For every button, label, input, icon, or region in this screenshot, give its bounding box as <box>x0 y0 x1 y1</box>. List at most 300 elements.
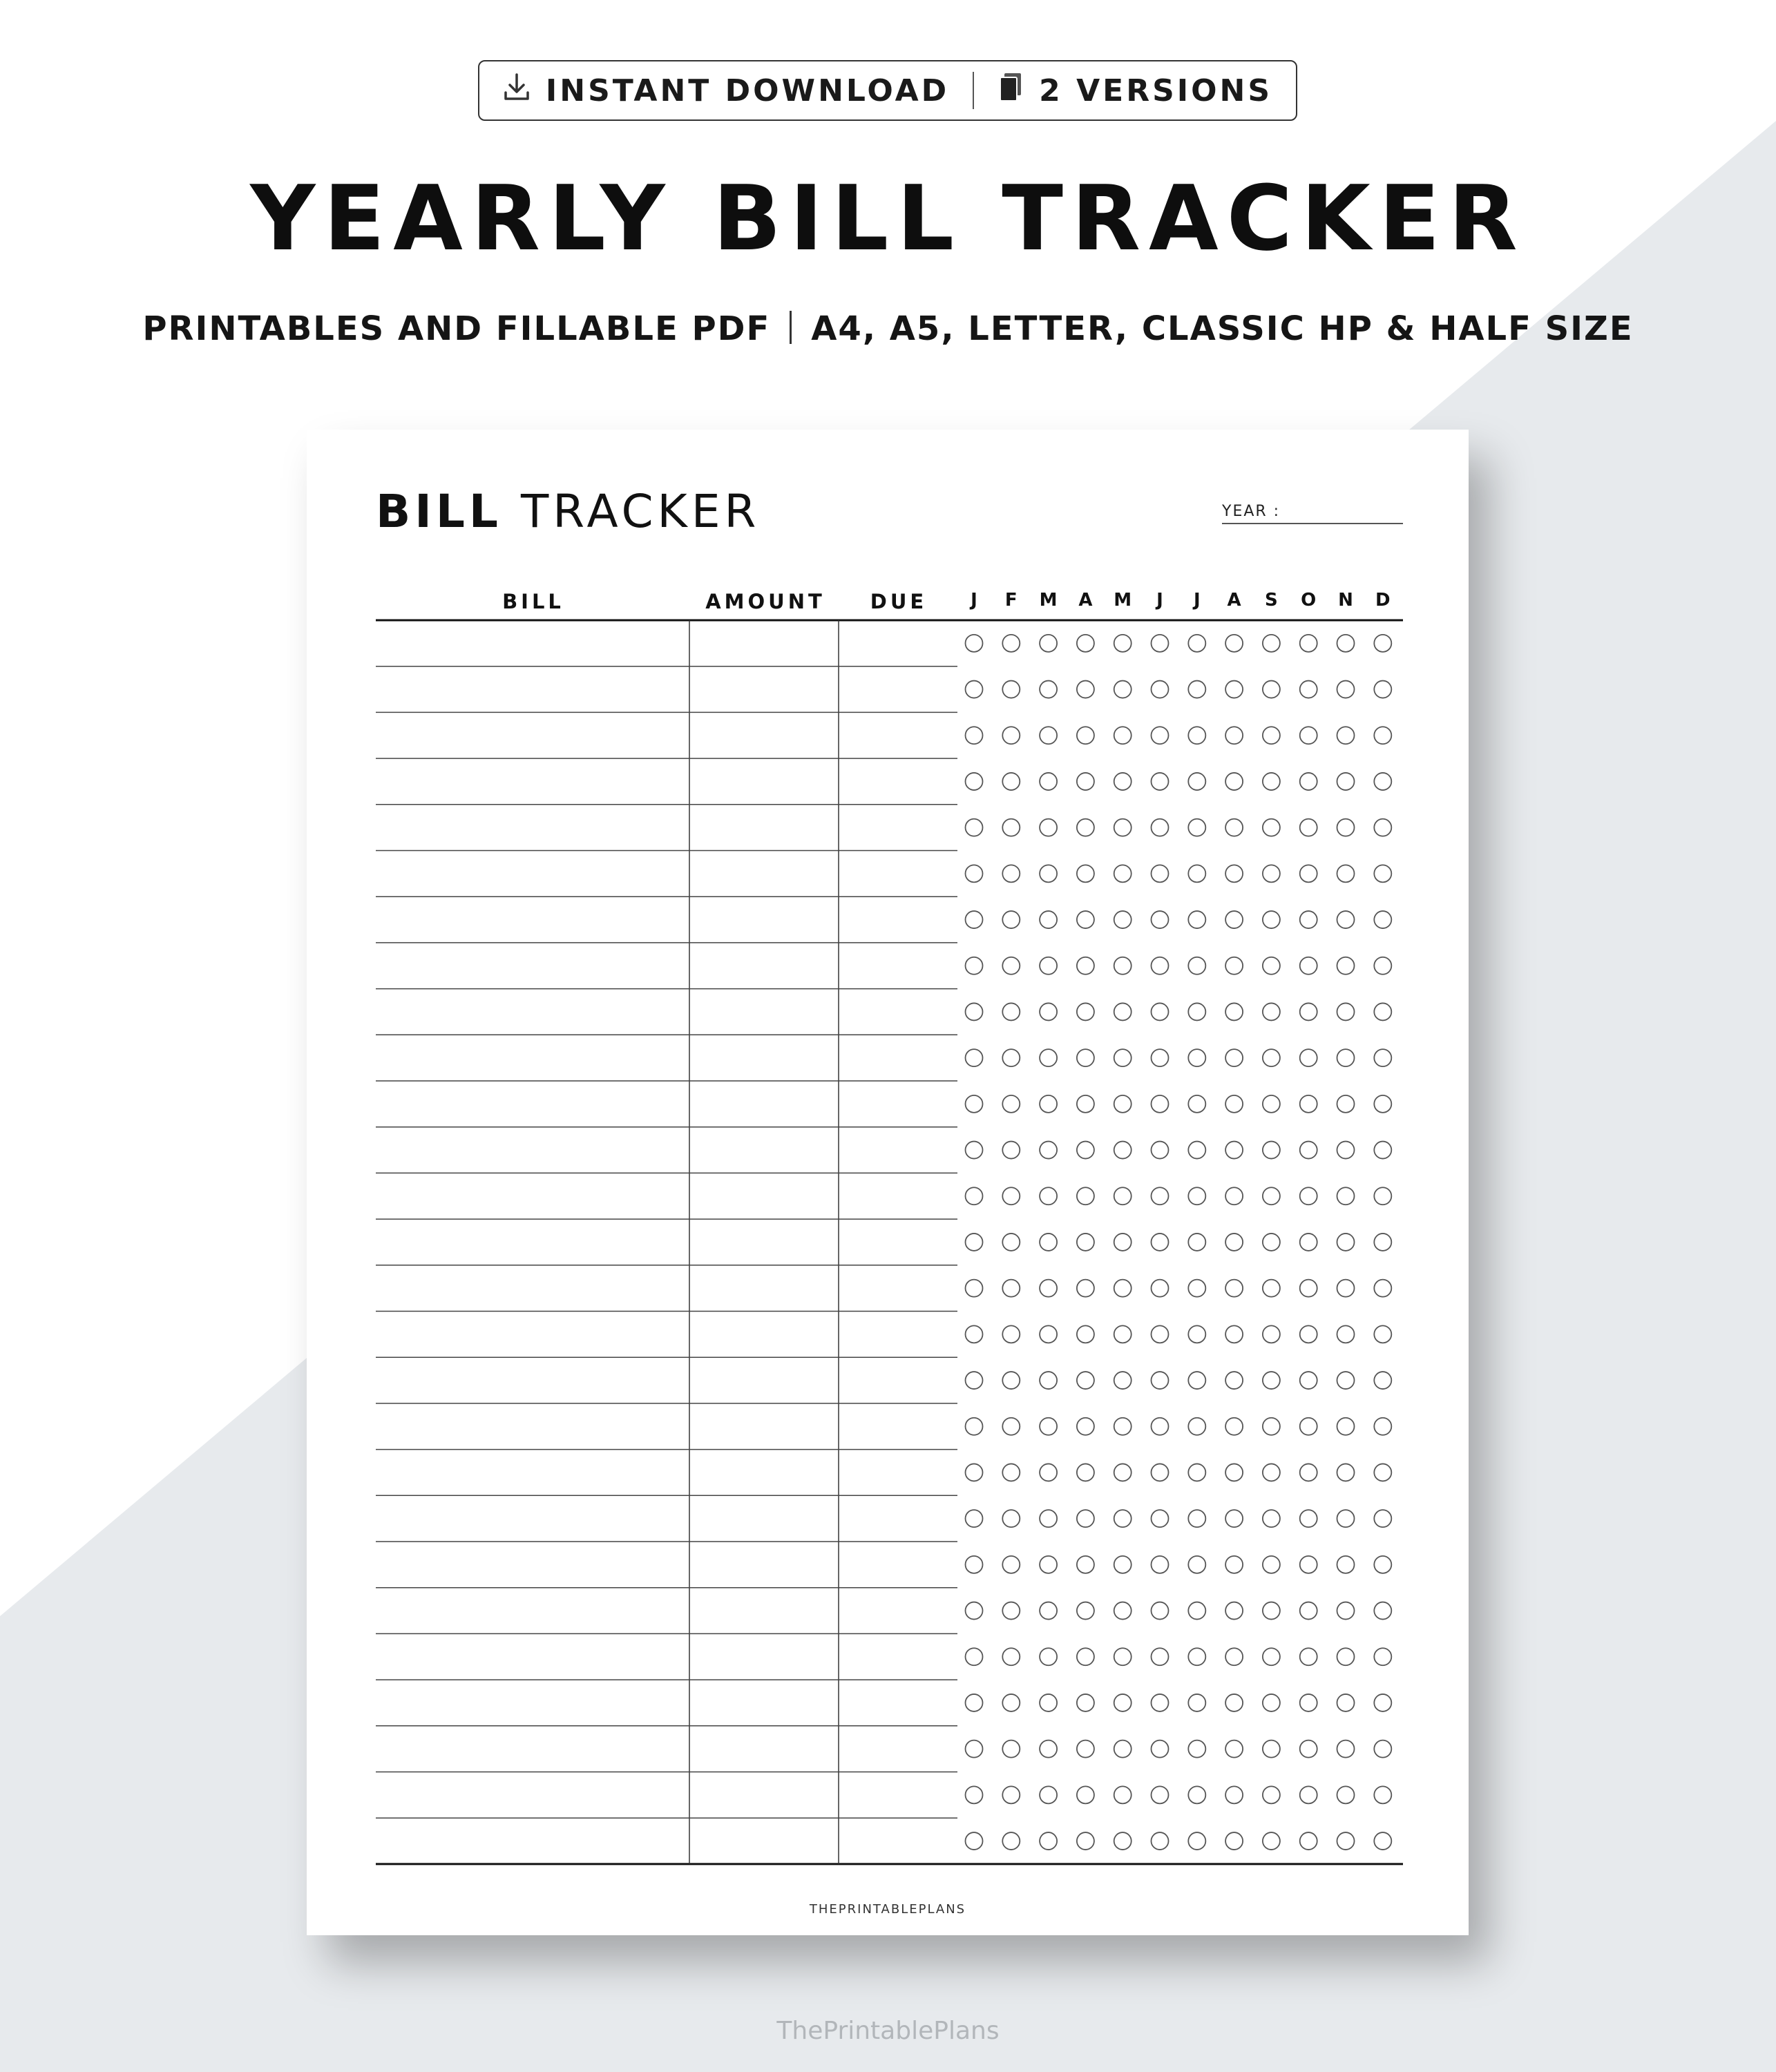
payment-checkbox[interactable] <box>1114 1003 1132 1020</box>
payment-checkbox[interactable] <box>1002 635 1020 652</box>
payment-checkbox[interactable] <box>1374 819 1391 836</box>
payment-checkbox[interactable] <box>966 1372 983 1389</box>
payment-checkbox[interactable] <box>1225 1280 1243 1297</box>
payment-checkbox[interactable] <box>1300 1832 1317 1850</box>
payment-checkbox[interactable] <box>1077 819 1094 836</box>
payment-checkbox[interactable] <box>1040 1187 1057 1205</box>
payment-checkbox[interactable] <box>1040 773 1057 790</box>
payment-checkbox[interactable] <box>1077 1786 1094 1803</box>
payment-checkbox[interactable] <box>1300 1234 1317 1251</box>
payment-checkbox[interactable] <box>966 1464 983 1481</box>
payment-checkbox[interactable] <box>1374 865 1391 882</box>
payment-checkbox[interactable] <box>1002 727 1020 744</box>
payment-checkbox[interactable] <box>1077 1648 1094 1665</box>
payment-checkbox[interactable] <box>1337 1187 1355 1205</box>
payment-checkbox[interactable] <box>1188 727 1205 744</box>
payment-checkbox[interactable] <box>966 865 983 882</box>
payment-checkbox[interactable] <box>1300 773 1317 790</box>
payment-checkbox[interactable] <box>1374 1049 1391 1066</box>
payment-checkbox[interactable] <box>1152 773 1169 790</box>
payment-checkbox[interactable] <box>1077 1464 1094 1481</box>
payment-checkbox[interactable] <box>966 1325 983 1343</box>
payment-checkbox[interactable] <box>1077 1510 1094 1527</box>
payment-checkbox[interactable] <box>1337 1372 1355 1389</box>
payment-checkbox[interactable] <box>1263 1142 1280 1159</box>
payment-checkbox[interactable] <box>1225 1832 1243 1850</box>
payment-checkbox[interactable] <box>1300 1142 1317 1159</box>
payment-checkbox[interactable] <box>1374 1325 1391 1343</box>
payment-checkbox[interactable] <box>1077 1095 1094 1113</box>
payment-checkbox[interactable] <box>1152 1832 1169 1850</box>
payment-checkbox[interactable] <box>1188 865 1205 882</box>
payment-checkbox[interactable] <box>1152 1418 1169 1435</box>
payment-checkbox[interactable] <box>1263 1372 1280 1389</box>
payment-checkbox[interactable] <box>1114 1694 1132 1711</box>
payment-checkbox[interactable] <box>1002 1187 1020 1205</box>
payment-checkbox[interactable] <box>1225 865 1243 882</box>
payment-checkbox[interactable] <box>1114 1556 1132 1573</box>
payment-checkbox[interactable] <box>1077 957 1094 975</box>
payment-checkbox[interactable] <box>1152 1325 1169 1343</box>
payment-checkbox[interactable] <box>1300 819 1317 836</box>
payment-checkbox[interactable] <box>1114 957 1132 975</box>
payment-checkbox[interactable] <box>1152 1556 1169 1573</box>
payment-checkbox[interactable] <box>1225 1049 1243 1066</box>
payment-checkbox[interactable] <box>1225 1464 1243 1481</box>
payment-checkbox[interactable] <box>1040 1694 1057 1711</box>
payment-checkbox[interactable] <box>966 957 983 975</box>
payment-checkbox[interactable] <box>1337 1694 1355 1711</box>
payment-checkbox[interactable] <box>1374 911 1391 928</box>
payment-checkbox[interactable] <box>1188 1556 1205 1573</box>
payment-checkbox[interactable] <box>1225 1510 1243 1527</box>
payment-checkbox[interactable] <box>1300 957 1317 975</box>
payment-checkbox[interactable] <box>966 1095 983 1113</box>
payment-checkbox[interactable] <box>1114 865 1132 882</box>
payment-checkbox[interactable] <box>966 1280 983 1297</box>
payment-checkbox[interactable] <box>1002 1280 1020 1297</box>
payment-checkbox[interactable] <box>1300 1049 1317 1066</box>
payment-checkbox[interactable] <box>1188 1832 1205 1850</box>
payment-checkbox[interactable] <box>1077 1280 1094 1297</box>
payment-checkbox[interactable] <box>1114 1372 1132 1389</box>
payment-checkbox[interactable] <box>1374 1280 1391 1297</box>
payment-checkbox[interactable] <box>1040 1234 1057 1251</box>
payment-checkbox[interactable] <box>966 911 983 928</box>
payment-checkbox[interactable] <box>1337 957 1355 975</box>
payment-checkbox[interactable] <box>1002 1510 1020 1527</box>
payment-checkbox[interactable] <box>966 1003 983 1020</box>
payment-checkbox[interactable] <box>1263 865 1280 882</box>
payment-checkbox[interactable] <box>1337 1280 1355 1297</box>
payment-checkbox[interactable] <box>1188 911 1205 928</box>
payment-checkbox[interactable] <box>1337 1049 1355 1066</box>
payment-checkbox[interactable] <box>1225 1786 1243 1803</box>
payment-checkbox[interactable] <box>1077 1602 1094 1620</box>
payment-checkbox[interactable] <box>1040 1095 1057 1113</box>
payment-checkbox[interactable] <box>1040 635 1057 652</box>
payment-checkbox[interactable] <box>1188 1372 1205 1389</box>
payment-checkbox[interactable] <box>1152 911 1169 928</box>
payment-checkbox[interactable] <box>1040 865 1057 882</box>
payment-checkbox[interactable] <box>1002 1372 1020 1389</box>
payment-checkbox[interactable] <box>1337 865 1355 882</box>
payment-checkbox[interactable] <box>1374 1510 1391 1527</box>
payment-checkbox[interactable] <box>1374 1418 1391 1435</box>
payment-checkbox[interactable] <box>1374 1372 1391 1389</box>
payment-checkbox[interactable] <box>1002 911 1020 928</box>
payment-checkbox[interactable] <box>1077 1740 1094 1758</box>
payment-checkbox[interactable] <box>1225 819 1243 836</box>
payment-checkbox[interactable] <box>1337 1556 1355 1573</box>
payment-checkbox[interactable] <box>1040 1280 1057 1297</box>
payment-checkbox[interactable] <box>1077 1418 1094 1435</box>
payment-checkbox[interactable] <box>1374 681 1391 698</box>
payment-checkbox[interactable] <box>966 1142 983 1159</box>
payment-checkbox[interactable] <box>966 727 983 744</box>
payment-checkbox[interactable] <box>1225 681 1243 698</box>
payment-checkbox[interactable] <box>1002 1142 1020 1159</box>
payment-checkbox[interactable] <box>1114 681 1132 698</box>
payment-checkbox[interactable] <box>1225 1325 1243 1343</box>
payment-checkbox[interactable] <box>1077 1003 1094 1020</box>
payment-checkbox[interactable] <box>1225 1372 1243 1389</box>
payment-checkbox[interactable] <box>1337 1418 1355 1435</box>
payment-checkbox[interactable] <box>1263 727 1280 744</box>
payment-checkbox[interactable] <box>1263 681 1280 698</box>
payment-checkbox[interactable] <box>1077 911 1094 928</box>
payment-checkbox[interactable] <box>1188 1786 1205 1803</box>
payment-checkbox[interactable] <box>1114 1187 1132 1205</box>
payment-checkbox[interactable] <box>1152 865 1169 882</box>
payment-checkbox[interactable] <box>1152 819 1169 836</box>
payment-checkbox[interactable] <box>1337 1602 1355 1620</box>
payment-checkbox[interactable] <box>1188 1234 1205 1251</box>
payment-checkbox[interactable] <box>1337 1464 1355 1481</box>
payment-checkbox[interactable] <box>1152 1234 1169 1251</box>
payment-checkbox[interactable] <box>1188 1740 1205 1758</box>
payment-checkbox[interactable] <box>1114 773 1132 790</box>
payment-checkbox[interactable] <box>1225 635 1243 652</box>
payment-checkbox[interactable] <box>1002 1234 1020 1251</box>
payment-checkbox[interactable] <box>1114 727 1132 744</box>
payment-checkbox[interactable] <box>1152 957 1169 975</box>
payment-checkbox[interactable] <box>1337 1648 1355 1665</box>
payment-checkbox[interactable] <box>1077 865 1094 882</box>
payment-checkbox[interactable] <box>1002 1602 1020 1620</box>
payment-checkbox[interactable] <box>1337 1095 1355 1113</box>
payment-checkbox[interactable] <box>1002 865 1020 882</box>
payment-checkbox[interactable] <box>1040 1648 1057 1665</box>
payment-checkbox[interactable] <box>1300 911 1317 928</box>
payment-checkbox[interactable] <box>1114 1510 1132 1527</box>
payment-checkbox[interactable] <box>1225 1648 1243 1665</box>
payment-checkbox[interactable] <box>1152 1142 1169 1159</box>
payment-checkbox[interactable] <box>1188 681 1205 698</box>
payment-checkbox[interactable] <box>1002 681 1020 698</box>
payment-checkbox[interactable] <box>1002 1786 1020 1803</box>
payment-checkbox[interactable] <box>1374 1095 1391 1113</box>
payment-checkbox[interactable] <box>1374 1832 1391 1850</box>
payment-checkbox[interactable] <box>1040 819 1057 836</box>
payment-checkbox[interactable] <box>1225 1142 1243 1159</box>
payment-checkbox[interactable] <box>1337 1142 1355 1159</box>
payment-checkbox[interactable] <box>966 773 983 790</box>
payment-checkbox[interactable] <box>1114 1049 1132 1066</box>
payment-checkbox[interactable] <box>1225 1003 1243 1020</box>
payment-checkbox[interactable] <box>1077 773 1094 790</box>
payment-checkbox[interactable] <box>1002 1003 1020 1020</box>
payment-checkbox[interactable] <box>1263 1832 1280 1850</box>
payment-checkbox[interactable] <box>1225 911 1243 928</box>
payment-checkbox[interactable] <box>1337 1510 1355 1527</box>
payment-checkbox[interactable] <box>1374 773 1391 790</box>
payment-checkbox[interactable] <box>1152 1602 1169 1620</box>
payment-checkbox[interactable] <box>1337 911 1355 928</box>
payment-checkbox[interactable] <box>1040 1003 1057 1020</box>
payment-checkbox[interactable] <box>1188 1280 1205 1297</box>
payment-checkbox[interactable] <box>1152 1049 1169 1066</box>
payment-checkbox[interactable] <box>1040 957 1057 975</box>
payment-checkbox[interactable] <box>1002 1694 1020 1711</box>
payment-checkbox[interactable] <box>1188 1003 1205 1020</box>
payment-checkbox[interactable] <box>1077 1694 1094 1711</box>
payment-checkbox[interactable] <box>1374 1187 1391 1205</box>
payment-checkbox[interactable] <box>1300 865 1317 882</box>
payment-checkbox[interactable] <box>1040 1786 1057 1803</box>
payment-checkbox[interactable] <box>1188 1095 1205 1113</box>
payment-checkbox[interactable] <box>1263 1464 1280 1481</box>
payment-checkbox[interactable] <box>1002 1556 1020 1573</box>
payment-checkbox[interactable] <box>1300 1003 1317 1020</box>
payment-checkbox[interactable] <box>1337 1786 1355 1803</box>
payment-checkbox[interactable] <box>1114 1740 1132 1758</box>
payment-checkbox[interactable] <box>1152 1786 1169 1803</box>
payment-checkbox[interactable] <box>1152 1464 1169 1481</box>
payment-checkbox[interactable] <box>1263 1234 1280 1251</box>
payment-checkbox[interactable] <box>1002 1095 1020 1113</box>
payment-checkbox[interactable] <box>1263 1049 1280 1066</box>
payment-checkbox[interactable] <box>1337 819 1355 836</box>
payment-checkbox[interactable] <box>1152 681 1169 698</box>
payment-checkbox[interactable] <box>1225 727 1243 744</box>
payment-checkbox[interactable] <box>966 1049 983 1066</box>
payment-checkbox[interactable] <box>966 1602 983 1620</box>
payment-checkbox[interactable] <box>1188 1464 1205 1481</box>
payment-checkbox[interactable] <box>1337 681 1355 698</box>
payment-checkbox[interactable] <box>1002 819 1020 836</box>
payment-checkbox[interactable] <box>1114 1418 1132 1435</box>
payment-checkbox[interactable] <box>1263 635 1280 652</box>
payment-checkbox[interactable] <box>1188 773 1205 790</box>
payment-checkbox[interactable] <box>1040 1049 1057 1066</box>
payment-checkbox[interactable] <box>1337 1740 1355 1758</box>
payment-checkbox[interactable] <box>1225 1556 1243 1573</box>
payment-checkbox[interactable] <box>1152 1280 1169 1297</box>
payment-checkbox[interactable] <box>1300 727 1317 744</box>
payment-checkbox[interactable] <box>966 1694 983 1711</box>
payment-checkbox[interactable] <box>1337 773 1355 790</box>
payment-checkbox[interactable] <box>1374 1234 1391 1251</box>
payment-checkbox[interactable] <box>1002 957 1020 975</box>
payment-checkbox[interactable] <box>1188 957 1205 975</box>
payment-checkbox[interactable] <box>1114 1602 1132 1620</box>
payment-checkbox[interactable] <box>1374 1694 1391 1711</box>
payment-checkbox[interactable] <box>966 1648 983 1665</box>
payment-checkbox[interactable] <box>1225 1187 1243 1205</box>
payment-checkbox[interactable] <box>1040 1556 1057 1573</box>
payment-checkbox[interactable] <box>966 1510 983 1527</box>
payment-checkbox[interactable] <box>1300 1464 1317 1481</box>
payment-checkbox[interactable] <box>1300 1694 1317 1711</box>
payment-checkbox[interactable] <box>966 1556 983 1573</box>
payment-checkbox[interactable] <box>1040 1510 1057 1527</box>
payment-checkbox[interactable] <box>1114 819 1132 836</box>
payment-checkbox[interactable] <box>1114 1095 1132 1113</box>
payment-checkbox[interactable] <box>1188 1648 1205 1665</box>
payment-checkbox[interactable] <box>1300 1372 1317 1389</box>
payment-checkbox[interactable] <box>1114 1325 1132 1343</box>
payment-checkbox[interactable] <box>1040 1602 1057 1620</box>
payment-checkbox[interactable] <box>1300 1418 1317 1435</box>
payment-checkbox[interactable] <box>966 1740 983 1758</box>
payment-checkbox[interactable] <box>1374 1003 1391 1020</box>
payment-checkbox[interactable] <box>1188 1694 1205 1711</box>
payment-checkbox[interactable] <box>1040 681 1057 698</box>
payment-checkbox[interactable] <box>1188 819 1205 836</box>
payment-checkbox[interactable] <box>1002 1049 1020 1066</box>
payment-checkbox[interactable] <box>1337 727 1355 744</box>
payment-checkbox[interactable] <box>1263 819 1280 836</box>
payment-checkbox[interactable] <box>1300 1740 1317 1758</box>
payment-checkbox[interactable] <box>1114 1786 1132 1803</box>
payment-checkbox[interactable] <box>1188 1602 1205 1620</box>
payment-checkbox[interactable] <box>1263 773 1280 790</box>
payment-checkbox[interactable] <box>1263 1786 1280 1803</box>
payment-checkbox[interactable] <box>966 635 983 652</box>
payment-checkbox[interactable] <box>1225 1418 1243 1435</box>
payment-checkbox[interactable] <box>1152 1648 1169 1665</box>
payment-checkbox[interactable] <box>1040 911 1057 928</box>
payment-checkbox[interactable] <box>1263 1510 1280 1527</box>
payment-checkbox[interactable] <box>1300 1648 1317 1665</box>
payment-checkbox[interactable] <box>1300 1187 1317 1205</box>
payment-checkbox[interactable] <box>1077 1556 1094 1573</box>
payment-checkbox[interactable] <box>1263 1648 1280 1665</box>
payment-checkbox[interactable] <box>1263 1418 1280 1435</box>
payment-checkbox[interactable] <box>1300 1786 1317 1803</box>
payment-checkbox[interactable] <box>1114 911 1132 928</box>
payment-checkbox[interactable] <box>1300 681 1317 698</box>
payment-checkbox[interactable] <box>1077 1049 1094 1066</box>
payment-checkbox[interactable] <box>966 1418 983 1435</box>
payment-checkbox[interactable] <box>1225 1602 1243 1620</box>
payment-checkbox[interactable] <box>1263 1556 1280 1573</box>
payment-checkbox[interactable] <box>1263 1694 1280 1711</box>
payment-checkbox[interactable] <box>1263 1602 1280 1620</box>
payment-checkbox[interactable] <box>1374 1648 1391 1665</box>
payment-checkbox[interactable] <box>1040 727 1057 744</box>
payment-checkbox[interactable] <box>1188 1049 1205 1066</box>
payment-checkbox[interactable] <box>1002 773 1020 790</box>
payment-checkbox[interactable] <box>1263 1095 1280 1113</box>
payment-checkbox[interactable] <box>966 1234 983 1251</box>
payment-checkbox[interactable] <box>1300 1556 1317 1573</box>
payment-checkbox[interactable] <box>1040 1418 1057 1435</box>
payment-checkbox[interactable] <box>1077 635 1094 652</box>
payment-checkbox[interactable] <box>1300 635 1317 652</box>
payment-checkbox[interactable] <box>1374 1142 1391 1159</box>
payment-checkbox[interactable] <box>1114 1464 1132 1481</box>
payment-checkbox[interactable] <box>1263 957 1280 975</box>
payment-checkbox[interactable] <box>1002 1740 1020 1758</box>
payment-checkbox[interactable] <box>1077 1234 1094 1251</box>
payment-checkbox[interactable] <box>1002 1325 1020 1343</box>
payment-checkbox[interactable] <box>1263 1325 1280 1343</box>
payment-checkbox[interactable] <box>1077 681 1094 698</box>
payment-checkbox[interactable] <box>1337 635 1355 652</box>
payment-checkbox[interactable] <box>1188 1510 1205 1527</box>
payment-checkbox[interactable] <box>1188 1142 1205 1159</box>
payment-checkbox[interactable] <box>1263 1740 1280 1758</box>
payment-checkbox[interactable] <box>1152 1740 1169 1758</box>
payment-checkbox[interactable] <box>1263 1280 1280 1297</box>
payment-checkbox[interactable] <box>1300 1602 1317 1620</box>
payment-checkbox[interactable] <box>966 681 983 698</box>
payment-checkbox[interactable] <box>1077 1142 1094 1159</box>
payment-checkbox[interactable] <box>966 819 983 836</box>
payment-checkbox[interactable] <box>1002 1648 1020 1665</box>
payment-checkbox[interactable] <box>1040 1832 1057 1850</box>
payment-checkbox[interactable] <box>1152 1003 1169 1020</box>
payment-checkbox[interactable] <box>1077 727 1094 744</box>
payment-checkbox[interactable] <box>1040 1464 1057 1481</box>
payment-checkbox[interactable] <box>1300 1510 1317 1527</box>
payment-checkbox[interactable] <box>1077 1325 1094 1343</box>
payment-checkbox[interactable] <box>1225 1694 1243 1711</box>
payment-checkbox[interactable] <box>1337 1832 1355 1850</box>
payment-checkbox[interactable] <box>1152 1372 1169 1389</box>
payment-checkbox[interactable] <box>1152 1510 1169 1527</box>
payment-checkbox[interactable] <box>1002 1464 1020 1481</box>
payment-checkbox[interactable] <box>1263 1003 1280 1020</box>
payment-checkbox[interactable] <box>1337 1003 1355 1020</box>
payment-checkbox[interactable] <box>1225 1740 1243 1758</box>
payment-checkbox[interactable] <box>1300 1280 1317 1297</box>
payment-checkbox[interactable] <box>1188 1418 1205 1435</box>
payment-checkbox[interactable] <box>1002 1832 1020 1850</box>
payment-checkbox[interactable] <box>1114 1142 1132 1159</box>
payment-checkbox[interactable] <box>1374 1602 1391 1620</box>
payment-checkbox[interactable] <box>1114 1832 1132 1850</box>
payment-checkbox[interactable] <box>1188 1325 1205 1343</box>
payment-checkbox[interactable] <box>1152 1694 1169 1711</box>
payment-checkbox[interactable] <box>1188 635 1205 652</box>
payment-checkbox[interactable] <box>1374 1786 1391 1803</box>
payment-checkbox[interactable] <box>1374 727 1391 744</box>
payment-checkbox[interactable] <box>1300 1095 1317 1113</box>
payment-checkbox[interactable] <box>1188 1187 1205 1205</box>
payment-checkbox[interactable] <box>1263 911 1280 928</box>
payment-checkbox[interactable] <box>1225 957 1243 975</box>
payment-checkbox[interactable] <box>1225 773 1243 790</box>
payment-checkbox[interactable] <box>1114 635 1132 652</box>
payment-checkbox[interactable] <box>1225 1095 1243 1113</box>
payment-checkbox[interactable] <box>1040 1325 1057 1343</box>
payment-checkbox[interactable] <box>1152 635 1169 652</box>
payment-checkbox[interactable] <box>1300 1325 1317 1343</box>
payment-checkbox[interactable] <box>1374 635 1391 652</box>
